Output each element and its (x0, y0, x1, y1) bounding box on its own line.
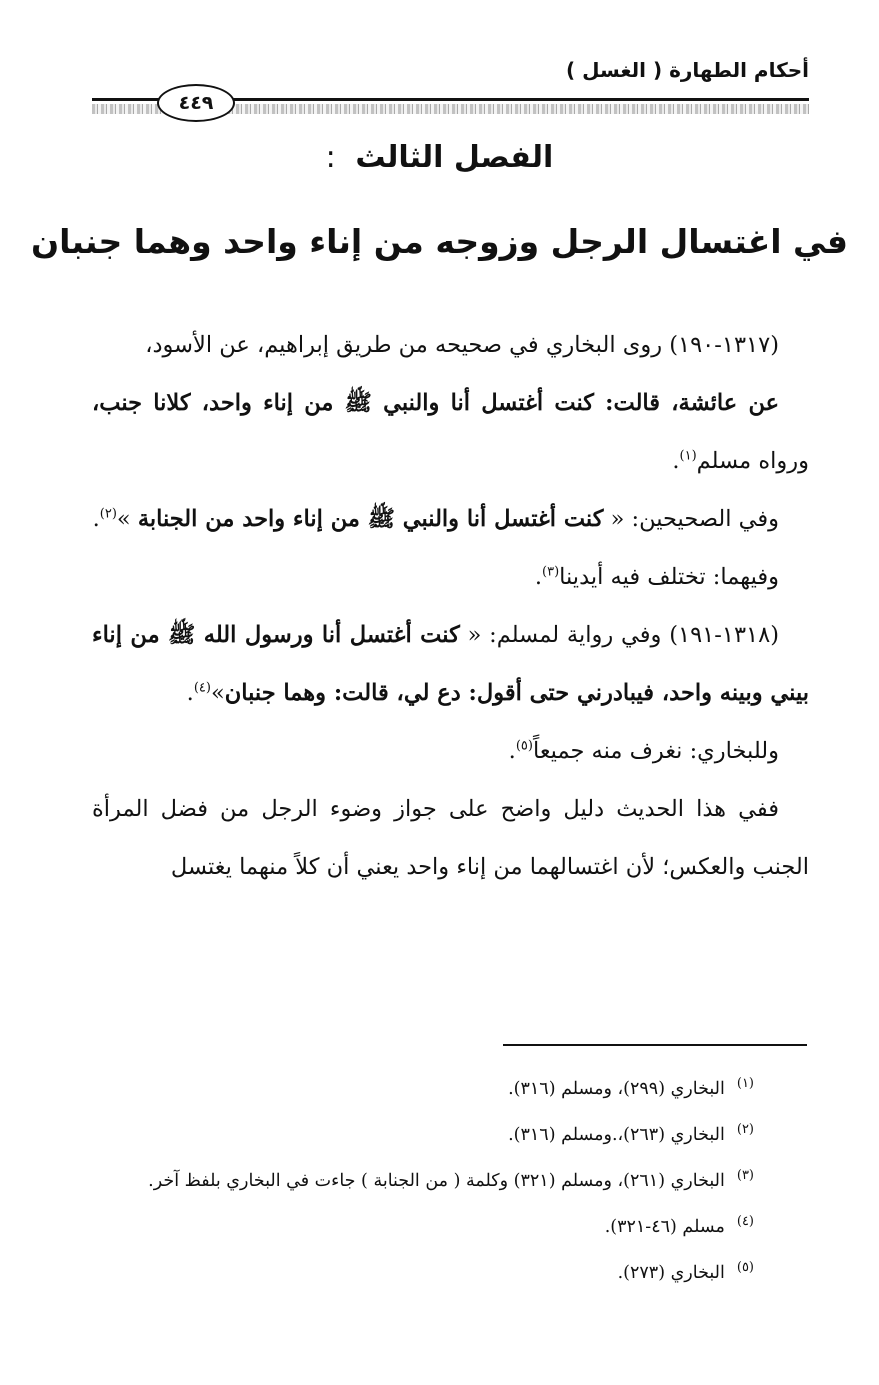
footnote-separator (503, 1044, 807, 1046)
quote-close: » (116, 506, 138, 532)
footnote-mark: (٤) (736, 1214, 754, 1230)
footnote-text: البخاري (٢٧٣). (617, 1263, 725, 1283)
punctuation: . (92, 506, 100, 532)
body-text (92, 316, 809, 896)
running-title: أحكام الطهارة ( الغسل ) (566, 58, 809, 82)
footnote-mark: (١) (736, 1076, 754, 1092)
footnote-text: البخاري (٢٦٣)،.ومسلم (٣١٦). (508, 1125, 725, 1145)
quote-close: » (210, 680, 225, 706)
paragraph-4 (92, 548, 809, 606)
footnote-text: مسلم (٤٦-٣٢١). (604, 1217, 725, 1237)
section-title: في اغتسال الرجل وزوجه من إناء واحد وهما جنبان (30, 222, 849, 261)
footnote-mark: (٢) (736, 1122, 754, 1138)
footnote-3 (92, 1158, 754, 1204)
hadith-text: كنت أغتسل أنا والنبي ﷺ من إناء واحد من الجنابة (137, 506, 604, 532)
punctuation: . (508, 738, 516, 764)
punctuation: . (186, 680, 194, 706)
footnote-text: البخاري (٢٩٩)، ومسلم (٣١٦). (508, 1079, 725, 1099)
paragraph-text: (١٣١٨-١٩١) وفي رواية لمسلم: « (459, 622, 779, 648)
paragraph-text: ورواه مسلم (696, 448, 809, 474)
footnote-text: البخاري (٢٦١)، ومسلم (٣٢١) وكلمة ( من الجنابة ) جاءت في البخاري بلفظ آخر. (148, 1171, 725, 1191)
chapter-heading (0, 140, 879, 175)
paragraph-7: ففي هذا الحديث دليل واضح على جواز وضوء الرجل من فضل المرأة الجنب والعكس؛ لأن اغتسالهما من إناء واحد يعني أن كلاً منهما يغتسل (92, 796, 809, 880)
paragraph-text: وفيهما: تختلف فيه أيدينا (559, 564, 779, 590)
paragraph-3 (92, 490, 809, 548)
footnote-mark: (٥) (736, 1260, 754, 1276)
footnote-4 (92, 1204, 754, 1250)
paragraph-text: وفي الصحيحين: « (603, 506, 779, 532)
footnote-1 (92, 1066, 754, 1112)
page-number: ٤٤٩ (157, 84, 235, 122)
hadith-text: عن عائشة، قالت: كنت أغتسل أنا والنبي ﷺ من إناء واحد، كلانا جنب، (92, 390, 779, 416)
footnotes (92, 1066, 754, 1296)
punctuation: . (534, 564, 543, 590)
footnote-mark: (٣) (736, 1168, 754, 1184)
paragraph-text: وللبخاري: نغرف منه جميعاً (532, 738, 779, 764)
footnote-ref[interactable]: (١) (679, 448, 697, 464)
paragraph-2 (92, 374, 809, 490)
footnote-ref[interactable]: (٤) (193, 680, 211, 696)
footnote-ref[interactable]: (٢) (99, 506, 117, 522)
paragraph-1: (١٣١٧-١٩٠) روى البخاري في صحيحه من طريق إبراهيم، عن الأسود، (145, 332, 779, 358)
footnote-ref[interactable]: (٣) (542, 564, 560, 580)
footnote-5 (92, 1250, 754, 1296)
chapter-name: الفصل الثالث (355, 140, 554, 175)
footnote-2 (92, 1112, 754, 1158)
hadith-text: كنت أغتسل أنا ورسول الله ﷺ من إناء بيني وبينه واحد، فيبادرني حتى أقول: دع لي، قالت: وهما جنبان (92, 622, 809, 706)
footnote-ref[interactable]: (٥) (515, 738, 533, 754)
paragraph-6 (92, 722, 809, 780)
punctuation: . (672, 448, 680, 474)
chapter-colon: : (325, 140, 336, 175)
paragraph-5 (92, 606, 809, 722)
